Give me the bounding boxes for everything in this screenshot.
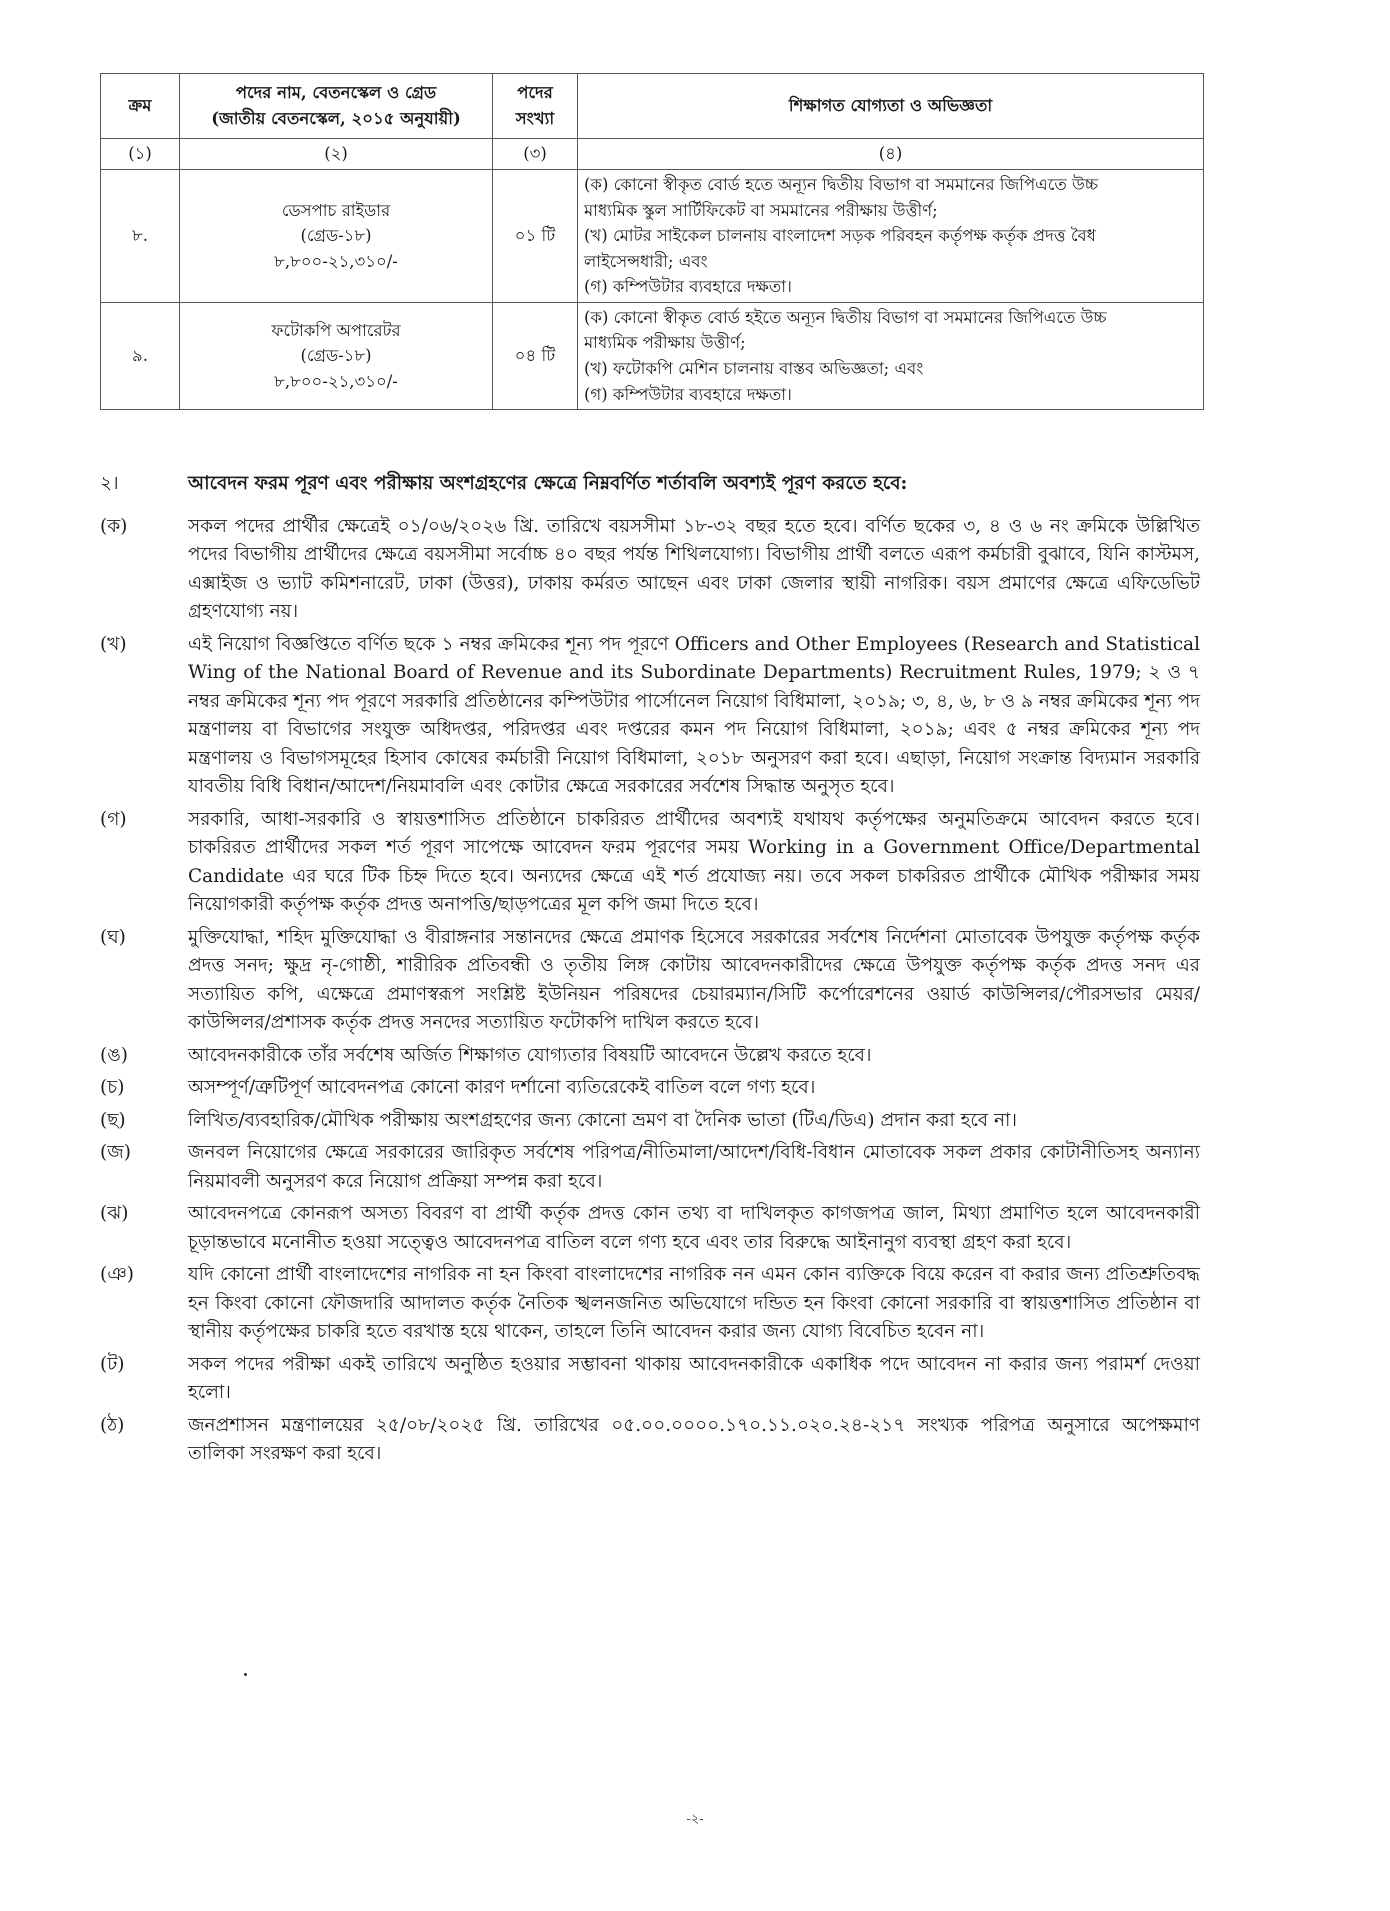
- list-item: [100, 1200, 1200, 1257]
- index-cell: (১): [101, 139, 180, 170]
- item-text: আবেদনপত্রে কোনরূপ অসত্য বিবরণ বা প্রার্থী কর্তৃক প্রদত্ত কোন তথ্য বা দাখিলকৃত কাগজপত্র জাল, মিথ্যা প্রমাণিত হলে আবেদনকারী চূড়ান্তভাবে মনোনীত হওয়া সত্ত্বেও আবেদনপত্র বাতিল বলে গণ্য হবে এবং তার বিরুদ্ধে আইনানুগ ব্যবস্থা গ্রহণ করা হবে।: [188, 1203, 1200, 1253]
- row-count: ০৪ টি: [493, 302, 578, 409]
- scan-speck: [244, 1673, 247, 1676]
- header-post-line: (জাতীয় বেতনস্কেল, ২০১৫ অনুযায়ী): [211, 109, 461, 128]
- row-qualification: [578, 170, 1204, 303]
- item-text: লিখিত/ব্যবহারিক/মৌখিক পরীক্ষায় অংশগ্রহণের জন্য কোনো ভ্রমণ বা দৈনিক ভাতা (টিএ/ডিএ) প্রদান করা হবে না।: [188, 1109, 1017, 1131]
- item-marker: (খ): [100, 633, 127, 655]
- section-heading: [100, 470, 1200, 499]
- page-number: -২-: [686, 1812, 704, 1827]
- qualification-line: (ক) কোনো স্বীকৃত বোর্ড হইতে অন্যূন দ্বিতীয় বিভাগ বা সমমানের জিপিএতে উচ্চ: [584, 307, 1107, 327]
- header-count-line: পদের: [517, 83, 553, 103]
- list-item: [100, 1074, 1200, 1103]
- post-grade: (গ্রেড-১৮): [300, 226, 372, 246]
- post-scale: ৮,৮০০-২১,৩১০/-: [274, 371, 398, 391]
- list-item: [100, 924, 1200, 1038]
- qualification-line: লাইসেন্সধারী; এবং: [584, 251, 708, 271]
- header-count-line: সংখ্যা: [515, 109, 555, 128]
- item-marker: (গ): [100, 808, 127, 830]
- item-marker: (ঠ): [100, 1414, 125, 1436]
- row-post: [180, 302, 493, 409]
- item-marker: (ঞ): [100, 1264, 134, 1285]
- table-index-row: [101, 139, 1204, 170]
- item-marker: (চ): [100, 1077, 125, 1098]
- index-cell: (৪): [578, 139, 1204, 170]
- item-text: মুক্তিযোদ্ধা, শহিদ মুক্তিযোদ্ধা ও বীরাঙ্গনার সন্তানদের ক্ষেত্রে প্রমাণক হিসেবে সরকারের সর্বশেষ নির্দেশনা মোতাবেক উপযুক্ত কর্তৃপক্ষ কর্তৃক প্রদত্ত সনদ; ক্ষুদ্র নৃ-গোষ্ঠী, শারীরিক প্রতিবন্ধী ও তৃতীয় লিঙ্গ কোটায় আবেদনকারীদের ক্ষেত্রে উপযুক্ত কর্তৃপক্ষ কর্তৃক প্রদত্ত সনদ এর সত্যায়িত কপি, এক্ষেত্রে প্রমাণস্বরূপ সংশ্লিষ্ট ইউনিয়ন পরিষদের চেয়ারম্যান/সিটি কর্পোরেশনের ওয়ার্ড কাউন্সিলর/পৌরসভার মেয়র/কাউন্সিলর/প্রশাসক কর্তৃক প্রদত্ত সনদের সত্যায়িত ফটোকপি দাখিল করতে হবে।: [188, 926, 1200, 1033]
- qualification-line: মাধ্যমিক স্কুল সার্টিফিকেট বা সমমানের পরীক্ষায় উত্তীর্ণ;: [584, 200, 938, 220]
- section-title: আবেদন ফরম পূরণ এবং পরীক্ষায় অংশগ্রহণের ক্ষেত্রে নিম্নবর্ণিত শর্তাবলি অবশ্যই পূরণ করতে হবে:: [188, 473, 908, 494]
- header-count: [493, 74, 578, 139]
- row-serial: ৮.: [101, 170, 180, 303]
- post-name: ডেসপাচ রাইডার: [281, 200, 391, 220]
- table-row: [101, 302, 1204, 409]
- list-item: [100, 513, 1200, 627]
- header-post-line: পদের নাম, বেতনস্কেল ও গ্রেড: [235, 83, 437, 103]
- item-marker: (ঙ): [100, 1044, 129, 1066]
- header-post: [180, 74, 493, 139]
- list-item: [100, 1042, 1200, 1071]
- conditions-section: [100, 470, 1200, 1473]
- item-text: সকল পদের পরীক্ষা একই তারিখে অনুষ্ঠিত হওয়ার সম্ভাবনা থাকায় আবেদনকারীকে একাধিক পদে আবেদন না করার জন্য পরামর্শ দেওয়া হলো।: [188, 1353, 1200, 1403]
- item-text: এই নিয়োগ বিজ্ঞপ্তিতে বর্ণিত ছকে ১ নম্বর ক্রমিকের শূন্য পদ পূরণে Officers and Other Employees (Research and Statistical Wing of the National Board of Revenue and its Subordinate Departments) Recruitment Rules, 1979; ২ ও ৭ নম্বর ক্রমিকের শূন্য পদ পূরণে সরকারি প্রতিষ্ঠানের কম্পিউটার পার্সোনেল নিয়োগ বিধিমালা, ২০১৯; ৩, ৪, ৬, ৮ ও ৯ নম্বর ক্রমিকের শূন্য পদ মন্ত্রণালয় বা বিভাগের সংযুক্ত অধিদপ্তর, পরিদপ্তর এবং দপ্তরের কমন পদ নিয়োগ বিধিমালা, ২০১৯; এবং ৫ নম্বর ক্রমিকের শূন্য পদ মন্ত্রণালয় ও বিভাগসমূহের হিসাব কোষের কর্মচারী নিয়োগ বিধিমালা, ২০১৮ অনুসরণ করা হবে। এছাড়া, নিয়োগ সংক্রান্ত বিদ্যমান সরকারি যাবতীয় বিধি বিধান/আদেশ/নিয়মাবলি এবং কোটার ক্ষেত্রে সরকারের সর্বশেষ সিদ্ধান্ত অনুসৃত হবে।: [188, 633, 1200, 797]
- section-number: ২।: [100, 473, 119, 494]
- item-text: সরকারি, আধা-সরকারি ও স্বায়ত্তশাসিত প্রতিষ্ঠানে চাকরিরত প্রার্থীদের অবশ্যই যথাযথ কর্তৃপক্ষের অনুমতিক্রমে আবেদন করতে হবে। চাকরিরত প্রার্থীদের সকল শর্ত পূরণ সাপেক্ষে আবেদন ফরম পূরণের সময় Working in a Government Office/Departmental Candidate এর ঘরে টিক চিহ্ন দিতে হবে। অন্যদের ক্ষেত্রে এই শর্ত প্রযোজ্য নয়। তবে সকল চাকরিরত প্রার্থীকে মৌখিক পরীক্ষার সময় নিয়োগকারী কর্তৃপক্ষ কর্তৃক প্রদত্ত অনাপত্তি/ছাড়পত্রের মূল কপি জমা দিতে হবে।: [188, 808, 1200, 915]
- list-item: [100, 806, 1200, 920]
- row-count: ০১ টি: [493, 170, 578, 303]
- header-qualification: শিক্ষাগত যোগ্যতা ও অভিজ্ঞতা: [578, 74, 1204, 139]
- item-text: জনপ্রশাসন মন্ত্রণালয়ের ২৫/০৮/২০২৫ খ্রি. তারিখের ০৫.০০.০০০০.১৭০.১১.০২০.২৪-২১৭ সংখ্যক পরিপত্র অনুসারে অপেক্ষমাণ তালিকা সংরক্ষণ করা হবে।: [188, 1414, 1200, 1464]
- header-serial: ক্রম: [101, 74, 180, 139]
- item-marker: (জ): [100, 1142, 131, 1163]
- list-item: [100, 1412, 1200, 1469]
- list-item: [100, 1107, 1200, 1136]
- item-text: জনবল নিয়োগের ক্ষেত্রে সরকারের জারিকৃত সর্বশেষ পরিপত্র/নীতিমালা/আদেশ/বিধি-বিধান মোতাবেক সকল প্রকার কোটানীতিসহ অন্যান্য নিয়মাবলী অনুসরণ করে নিয়োগ প্রক্রিয়া সম্পন্ন করা হবে।: [188, 1142, 1200, 1192]
- row-serial: ৯.: [101, 302, 180, 409]
- qualification-line: (খ) মোটর সাইকেল চালনায় বাংলাদেশ সড়ক পরিবহন কর্তৃপক্ষ কর্তৃক প্রদত্ত বৈধ: [584, 226, 1096, 246]
- post-grade: (গ্রেড-১৮): [300, 346, 372, 366]
- qualification-line: (গ) কম্পিউটার ব্যবহারে দক্ষতা।: [584, 277, 792, 297]
- item-text: যদি কোনো প্রার্থী বাংলাদেশের নাগরিক না হন কিংবা বাংলাদেশের নাগরিক নন এমন কোন ব্যক্তিকে বিয়ে করেন বা করার জন্য প্রতিশ্রুতিবদ্ধ হন কিংবা কোনো ফৌজদারি আদালত কর্তৃক নৈতিক স্খলনজনিত অভিযোগে দন্ডিত হন কিংবা কোনো সরকারি বা স্বায়ত্তশাসিত প্রতিষ্ঠান বা স্থানীয় কর্তৃপক্ষের চাকরি হতে বরখাস্ত হয়ে থাকেন, তাহলে তিনি আবেদন করার জন্য যোগ্য বিবেচিত হবেন না।: [188, 1264, 1200, 1342]
- post-scale: ৮,৮০০-২১,৩১০/-: [274, 251, 398, 271]
- qualification-line: (খ) ফটোকপি মেশিন চালনায় বাস্তব অভিজ্ঞতা; এবং: [584, 358, 924, 378]
- item-marker: (ছ): [100, 1109, 126, 1131]
- list-item: [100, 1351, 1200, 1408]
- item-marker: (ঝ): [100, 1203, 129, 1224]
- list-item: [100, 1261, 1200, 1347]
- qualification-line: (গ) কম্পিউটার ব্যবহারে দক্ষতা।: [584, 384, 792, 404]
- item-text: আবেদনকারীকে তাঁর সর্বশেষ অর্জিত শিক্ষাগত যোগ্যতার বিষয়টি আবেদনে উল্লেখ করতে হবে।: [188, 1044, 872, 1066]
- item-text: অসম্পূর্ণ/ত্রুটিপূর্ণ আবেদনপত্র কোনো কারণ দর্শানো ব্যতিরেকেই বাতিল বলে গণ্য হবে।: [188, 1077, 816, 1098]
- item-marker: (ক): [100, 515, 128, 537]
- qualification-line: মাধ্যমিক পরীক্ষায় উত্তীর্ণ;: [584, 333, 746, 353]
- list-item: [100, 631, 1200, 802]
- table-header-row: [101, 74, 1204, 139]
- row-qualification: [578, 302, 1204, 409]
- index-cell: (২): [180, 139, 493, 170]
- item-marker: (ঘ): [100, 926, 126, 948]
- list-item: [100, 1139, 1200, 1196]
- table-row: [101, 170, 1204, 303]
- qualification-line: (ক) কোনো স্বীকৃত বোর্ড হতে অন্যূন দ্বিতীয় বিভাগ বা সমমানের জিপিএতে উচ্চ: [584, 175, 1099, 194]
- row-post: [180, 170, 493, 303]
- index-cell: (৩): [493, 139, 578, 170]
- conditions-list: [100, 513, 1200, 1469]
- posts-table: [100, 73, 1204, 410]
- item-marker: (ট): [100, 1353, 125, 1375]
- item-text: সকল পদের প্রার্থীর ক্ষেত্রেই ০১/০৬/২০২৬ খ্রি. তারিখে বয়সসীমা ১৮-৩২ বছর হতে হবে। বর্ণিত ছকের ৩, ৪ ও ৬ নং ক্রমিকে উল্লিখিত পদের বিভাগীয় প্রার্থীদের ক্ষেত্রে বয়সসীমা সর্বোচ্চ ৪০ বছর পর্যন্ত শিথিলযোগ্য। বিভাগীয় প্রার্থী বলতে এরূপ কর্মচারী বুঝাবে, যিনি কাস্টমস, এক্সাইজ ও ভ্যাট কমিশনারেট, ঢাকা (উত্তর), ঢাকায় কর্মরত আছেন এবং ঢাকা জেলার স্থায়ী নাগরিক। বয়স প্রমাণের ক্ষেত্রে এফিডেভিট গ্রহণযোগ্য নয়।: [188, 515, 1200, 622]
- post-name: ফটোকপি অপারেটর: [271, 320, 401, 340]
